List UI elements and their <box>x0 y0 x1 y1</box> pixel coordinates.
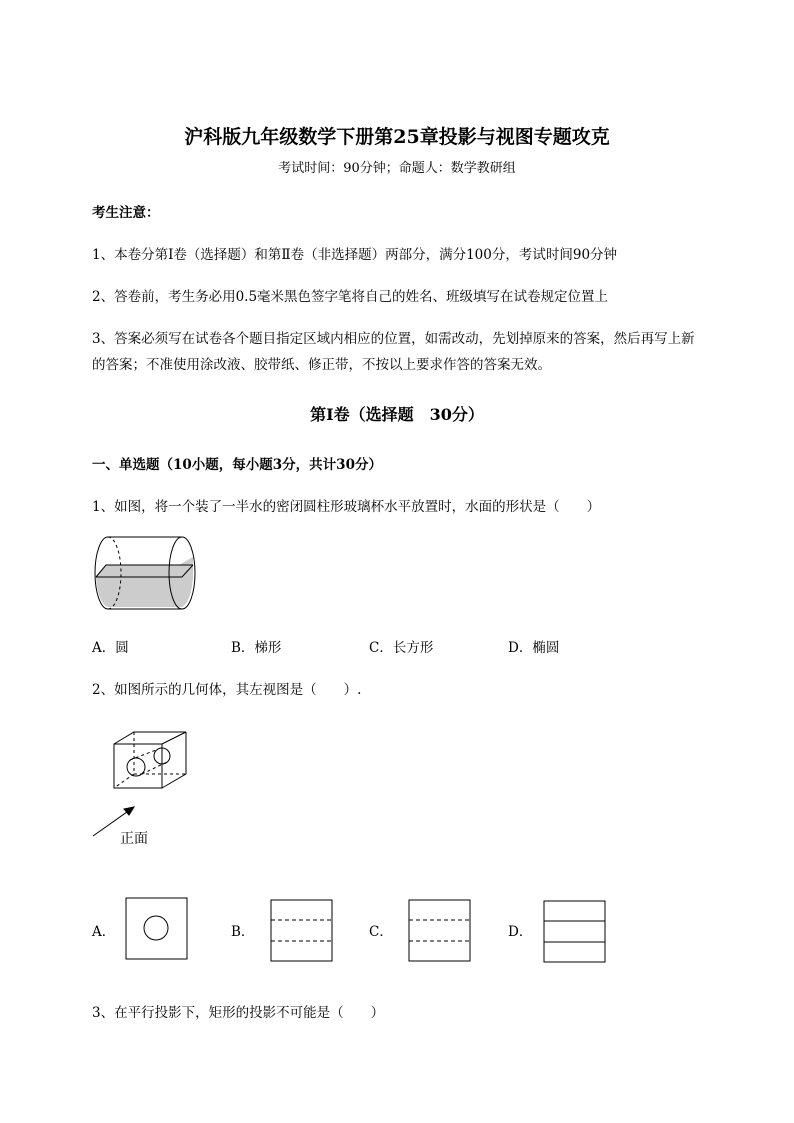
notice-item-3: 3、答案必须写在试卷各个题目指定区域内相应的位置，如需改动，先划掉原来的答案，然后再写上新 <box>92 331 695 347</box>
q2-option-d[interactable]: D． <box>508 924 533 940</box>
q2-option-a[interactable]: A． <box>92 924 116 940</box>
exam-info: 考试时间：90分钟；命题人：数学教研组 <box>278 161 516 176</box>
q2-option-c[interactable]: C． <box>369 924 393 940</box>
notice-item-3-continued: 的答案；不准使用涂改液、胶带纸、修正带，不按以上要求作答的答案无效。 <box>92 357 551 373</box>
option-c-figure[interactable] <box>408 899 472 963</box>
option-d-figure[interactable] <box>543 900 607 964</box>
question-2-stem: 2、如图所示的几何体，其左视图是（ ）. <box>92 682 362 698</box>
front-view-label: 正面 <box>120 831 148 847</box>
question-1-stem: 1、如图，将一个装了一半水的密闭圆柱形玻璃杯水平放置时，水面的形状是（ ） <box>92 499 601 515</box>
cylinder-figure <box>92 533 202 613</box>
q1-option-b[interactable]: B．梯形 <box>231 640 282 656</box>
notice-item-2: 2、答卷前，考生务必用0.5毫米黑色签字笔将自己的姓名、班级填写在试卷规定位置上 <box>92 289 609 305</box>
page-title: 沪科版九年级数学下册第25章投影与视图专题攻克 <box>184 126 610 148</box>
question-3-stem: 3、在平行投影下，矩形的投影不可能是（ ） <box>92 1005 385 1021</box>
q2-option-b[interactable]: B． <box>231 924 255 940</box>
q1-option-c[interactable]: C．长方形 <box>369 640 434 656</box>
option-a-figure[interactable] <box>125 897 189 961</box>
section-title: 第I卷（选择题 30分） <box>310 405 484 424</box>
q1-option-d[interactable]: D．椭圆 <box>508 640 560 656</box>
notice-heading: 考生注意： <box>92 205 160 221</box>
part-heading: 一、单选题（10小题，每小题3分，共计30分） <box>92 457 382 473</box>
q1-option-a[interactable]: A．圆 <box>92 640 129 656</box>
notice-item-1: 1、本卷分第I卷（选择题）和第Ⅱ卷（非选择题）两部分，满分100分，考试时间90分钟 <box>92 247 618 263</box>
option-b-figure[interactable] <box>270 899 334 963</box>
solid-figure <box>90 728 200 843</box>
